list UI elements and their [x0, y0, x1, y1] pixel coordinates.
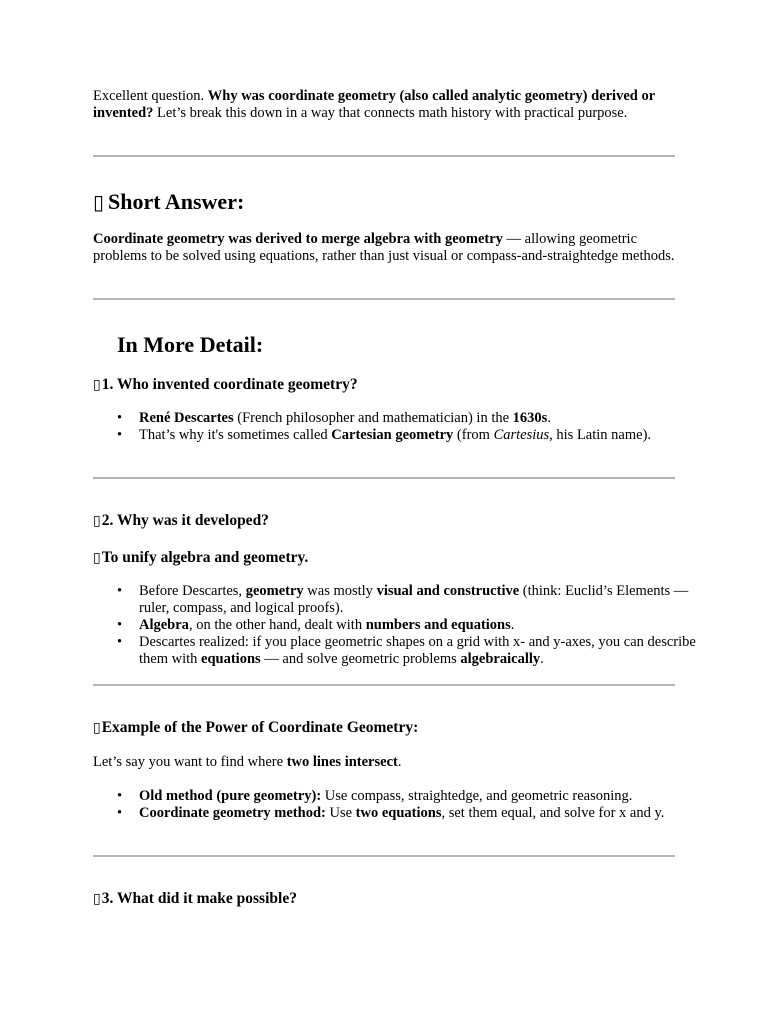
inline-text: Let’s say you want to find where — [93, 754, 287, 770]
example-paragraph — [93, 754, 675, 771]
inline-text: That’s why it's sometimes called — [139, 427, 332, 443]
inline-text: . — [547, 410, 551, 426]
missing-glyph-icon: ▯ — [93, 377, 101, 393]
section2-heading-text: 2. Why was it developed? — [101, 512, 269, 529]
inline-bold: algebraically — [460, 651, 541, 667]
inline-bold: two equations — [355, 805, 442, 821]
inline-text: , set them equal, and solve for x and y. — [441, 805, 665, 821]
section1-heading — [93, 375, 358, 395]
short-answer-paragraph — [93, 231, 675, 265]
inline-italic: Cartesius — [493, 427, 550, 443]
inline-text: Before Descartes, — [139, 583, 246, 599]
list-item — [139, 583, 721, 617]
intro-paragraph — [93, 88, 675, 122]
inline-bold: Algebra — [139, 617, 189, 633]
inline-text: . — [397, 754, 402, 770]
divider — [93, 684, 675, 686]
inline-bold: two lines intersect — [286, 754, 398, 770]
example-heading-text: Example of the Power of Coordinate Geometry: — [101, 719, 419, 736]
inline-bold: Old method (pure geometry): — [139, 788, 322, 804]
section3-heading-text: 3. What did it make possible? — [101, 890, 297, 907]
missing-glyph-icon: ▯ — [93, 513, 101, 529]
list-item — [139, 788, 721, 805]
inline-bold: Coordinate geometry method: — [139, 805, 326, 821]
inline-text: . — [540, 651, 544, 667]
list-item — [139, 410, 721, 427]
list-item — [139, 427, 721, 444]
inline-bold: visual and constructive — [376, 583, 520, 599]
list-item — [139, 634, 721, 668]
section2-subheading — [93, 548, 308, 568]
divider — [93, 477, 675, 479]
more-detail-heading: In More Detail: — [117, 332, 264, 357]
short-answer-heading — [93, 189, 244, 215]
short-answer-heading-text: Short Answer: — [108, 189, 245, 214]
missing-glyph-icon: ▯ — [93, 891, 101, 907]
list-item — [139, 617, 721, 634]
inline-text: (French philosopher and mathematician) in the — [233, 410, 513, 426]
inline-text: was mostly — [303, 583, 377, 599]
intro-tail-text: Let’s break this down in a way that connects math history with practical purpose. — [153, 105, 628, 121]
section2-list — [93, 583, 721, 668]
section1-heading-text: 1. Who invented coordinate geometry? — [101, 376, 358, 393]
divider — [93, 155, 675, 157]
inline-text: Use — [325, 805, 356, 821]
inline-text: , on the other hand, dealt with — [188, 617, 366, 633]
example-heading — [93, 718, 418, 738]
divider — [93, 855, 675, 857]
missing-glyph-icon: ▯ — [93, 190, 105, 214]
short-answer-bold-text: Coordinate geometry was derived to merge algebra with geometry — [93, 231, 503, 247]
section3-heading — [93, 889, 297, 909]
inline-bold: 1630s — [512, 410, 548, 426]
section2-subheading-text: To unify algebra and geometry. — [101, 549, 309, 566]
example-list — [93, 788, 721, 822]
inline-bold: geometry — [245, 583, 304, 599]
short-answer-tail-text: — allowing geometric problems to be solved using equations, rather than just visual or compass-and-straightedge methods. — [93, 231, 675, 264]
inline-text: Descartes realized: if you place geometric shapes on a grid with x- and y-axes, you can describe them with — [139, 634, 696, 667]
inline-text: , his Latin name). — [549, 427, 652, 443]
missing-glyph-icon: ▯ — [93, 550, 101, 566]
inline-bold: numbers and equations — [365, 617, 511, 633]
inline-text: Use compass, straightedge, and geometric reasoning. — [321, 788, 633, 804]
inline-text: . — [510, 617, 515, 633]
list-item — [139, 805, 721, 822]
missing-glyph-icon: ▯ — [93, 720, 101, 736]
inline-bold: Cartesian geometry — [331, 427, 454, 443]
section2-heading — [93, 511, 269, 531]
inline-bold: René Descartes — [139, 410, 234, 426]
intro-question-text: Why was coordinate geometry (also called analytic geometry) derived or invented? — [93, 88, 655, 121]
intro-lead-text: Excellent question. — [93, 88, 208, 104]
inline-text: (from — [453, 427, 494, 443]
divider — [93, 298, 675, 300]
section1-list — [93, 410, 721, 444]
inline-text: (think: Euclid’s Elements — ruler, compass, and logical proofs). — [139, 583, 689, 616]
inline-text: — and solve geometric problems — [260, 651, 461, 667]
inline-bold: equations — [201, 651, 261, 667]
